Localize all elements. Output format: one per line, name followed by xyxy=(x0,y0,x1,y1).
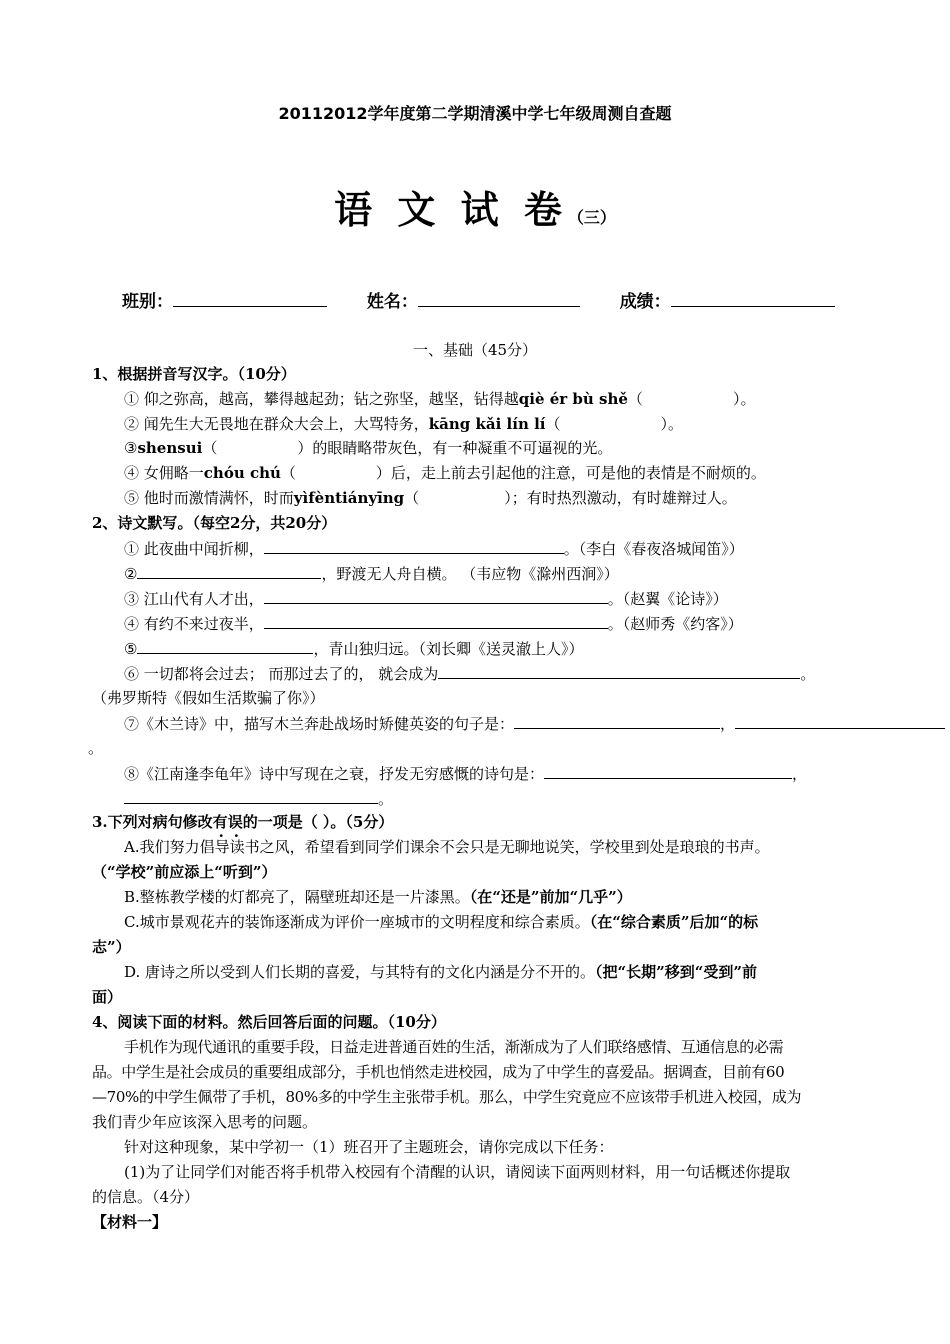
exam-title-suffix: （三） xyxy=(567,208,616,227)
q3-option-c: C.城市景观花卉的装饰逐渐成为评价一座城市的文明程度和综合素质。（在“综合素质”后加“的标 xyxy=(124,913,759,931)
pinyin: yìfèntiányīng xyxy=(293,489,405,507)
pinyin: chóu chú xyxy=(203,464,281,482)
q1-item: ① 仰之弥高，越高，攀得越起劲；钻之弥坚，越坚，钻得越qiè ér bù shě（ ）。 xyxy=(124,390,756,408)
answer-blank[interactable] xyxy=(544,763,792,779)
q3-heading: 3.下列对病句修改有误的一项是（ ）。（5分） xyxy=(92,813,394,831)
q4-task: 的信息。（4分） xyxy=(92,1188,200,1206)
q2-line: ⑧《江南逢李龟年》诗中写现在之衰，抒发无穷感慨的诗句是： ， xyxy=(124,765,808,783)
q2-line: ⑤ ，青山独归远。（刘长卿《送灵澈上人》） xyxy=(124,640,584,658)
answer-blank[interactable] xyxy=(735,713,945,729)
q4-paragraph: 手机作为现代通讯的重要手段，日益走进普通百姓的生活，渐渐成为了人们联络感情、互通信息的必需 xyxy=(124,1038,784,1056)
q1-heading: 1、根据拼音写汉字。（10分） xyxy=(92,365,296,383)
q2-line: 。 xyxy=(124,788,393,809)
answer-blank[interactable] xyxy=(264,538,564,554)
q2-source: （弗罗斯特《假如生活欺骗了你》） xyxy=(92,689,325,707)
q2-line: ② ，野渡无人舟自横。 （韦应物《滁州西涧》） xyxy=(124,565,619,583)
q3-option-c-cont: 志”） xyxy=(92,938,131,956)
q2-line: ⑥ 一切都将会过去； 而那过去了的， 就会成为 。 xyxy=(124,665,816,683)
class-field[interactable] xyxy=(173,288,327,307)
answer-blank[interactable] xyxy=(514,713,720,729)
q2-line: ① 此夜曲中闻折柳， 。（李白《春夜洛城闻笛》） xyxy=(124,540,744,558)
q3-option-d: D. 唐诗之所以受到人们长期的喜爱，与其特有的文化内涵是分不开的。（把“长期”移到“受到”前 xyxy=(124,963,758,981)
q2-heading: 2、诗文默写。（每空2分，共20分） xyxy=(92,514,337,532)
q4-paragraph: —70%的中学生佩带了手机，80%多的中学生主张带手机。那么，中学生究竟应不应该带手机进入校园，成为 xyxy=(92,1088,802,1106)
pinyin: qiè ér bù shě xyxy=(518,390,628,408)
pinyin: kāng kǎi lín lí xyxy=(428,415,546,433)
answer-blank[interactable] xyxy=(137,563,321,579)
q4-paragraph: 针对这种现象，某中学初一（1）班召开了主题班会，请你完成以下任务： xyxy=(124,1138,614,1156)
answer-blank[interactable] xyxy=(264,588,608,604)
q4-paragraph: 我们青少年应该深入思考的问题。 xyxy=(92,1113,318,1131)
class-label: 班别： xyxy=(122,292,173,312)
q4-heading: 4、阅读下面的材料。然后回答后面的问题。（10分） xyxy=(92,1013,446,1031)
name-field[interactable] xyxy=(418,288,580,307)
exam-subtitle: 20112012学年度第二学期清溪中学七年级周测自查题 xyxy=(278,104,672,123)
answer-blank[interactable] xyxy=(137,638,313,654)
info-fields xyxy=(122,288,835,314)
q2-line: ⑦《木兰诗》中，描写木兰奔赴战场时矫健英姿的句子是： ， xyxy=(124,713,945,734)
pinyin: shensui xyxy=(137,439,203,457)
q1-item: ③shensui（ ）的眼睛略带灰色，有一种凝重不可逼视的光。 xyxy=(124,439,613,457)
exam-title-row xyxy=(0,188,950,240)
q3-option-a: A.我们努力倡导读书之风，希望看到同学们课余不会只是无聊地说笑，学校里到处是琅琅的书声。 xyxy=(124,838,770,856)
section-heading: 一、基础（45分） xyxy=(412,341,538,359)
q1-item: ④ 女佣略一chóu chú（ ）后，走上前去引起他的注意，可是他的表情是不耐烦的。 xyxy=(124,464,766,482)
q2-line: ④ 有约不来过夜半， 。（赵师秀《约客》） xyxy=(124,615,743,633)
answer-blank[interactable] xyxy=(438,663,800,679)
material-heading: 【材料一】 xyxy=(92,1213,168,1231)
q2-end-mark: 。 xyxy=(88,739,104,757)
answer-blank[interactable] xyxy=(124,788,378,804)
exam-title: 语 文 试 卷 xyxy=(334,188,568,232)
q4-task: (1)为了让同学们对能否将手机带入校园有个清醒的认识，请阅读下面两则材料，用一句话概述你提取 xyxy=(124,1163,791,1181)
q1-item: ② 闻先生大无畏地在群众大会上，大骂特务，kāng kǎi lín lí（ ）。 xyxy=(124,415,683,433)
score-label: 成绩： xyxy=(619,292,671,312)
q2-line: ③ 江山代有人才出， 。（赵翼《论诗》） xyxy=(124,590,728,608)
q1-item: ⑤ 他时而激情满怀，时而yìfèntiányīng（ ）；有时热烈激动，有时雄辩过人。 xyxy=(124,489,737,507)
name-label: 姓名： xyxy=(366,292,418,312)
q3-option-b: B.整栋教学楼的灯都亮了，隔壁班却还是一片漆黑。（在“还是”前加“几乎”） xyxy=(124,888,632,906)
answer-blank[interactable] xyxy=(264,613,608,629)
q3-option-a-fix: （“学校”前应添上“听到”） xyxy=(92,863,277,881)
q3-option-d-cont: 面） xyxy=(92,988,123,1006)
score-field[interactable] xyxy=(671,288,835,307)
q4-paragraph: 品。中学生是社会成员的重要组成部分，手机也悄然走进校园，成为了中学生的喜爱品。据调查，目前有60 xyxy=(92,1063,785,1081)
